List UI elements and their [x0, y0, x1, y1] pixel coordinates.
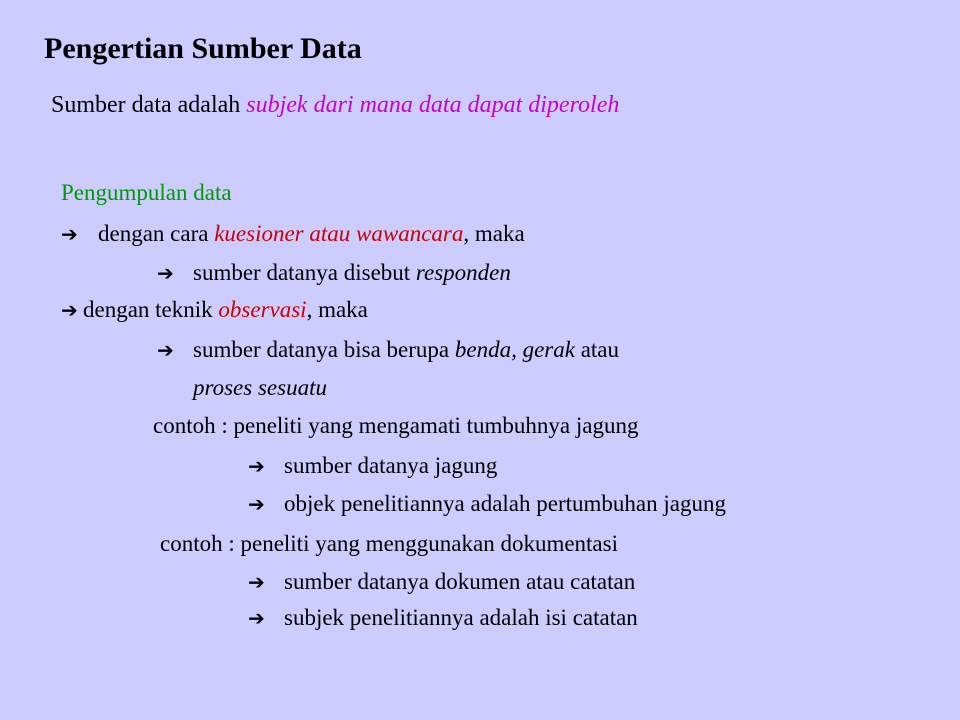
- definition-emphasis: subjek dari mana data dapat diperoleh: [246, 92, 620, 118]
- emphasis-text: benda, gerak: [454, 337, 575, 362]
- arrow-right-icon: ➔: [61, 298, 78, 322]
- emphasis-text: kuesioner atau wawancara: [214, 221, 464, 246]
- text: dengan cara: [98, 221, 215, 246]
- text: , maka: [463, 221, 525, 246]
- text: subjek penelitiannya adalah isi catatan: [284, 605, 638, 630]
- arrow-right-icon: ➔: [157, 338, 174, 362]
- definition-line: [51, 92, 619, 119]
- bullet-kuesioner: [61, 222, 525, 245]
- slide-title: Pengertian Sumber Data: [44, 32, 362, 65]
- text: sumber datanya dokumen atau catatan: [284, 569, 636, 594]
- section-heading: Pengumpulan data: [61, 180, 232, 205]
- bullet-responden: [157, 261, 511, 284]
- text: sumber datanya disebut: [193, 260, 416, 285]
- arrow-right-icon: ➔: [248, 570, 265, 594]
- bullet-jagung-source: [248, 454, 497, 477]
- bullet-dokumen-source: [248, 570, 635, 593]
- arrow-right-icon: ➔: [157, 261, 174, 285]
- text: sumber datanya jagung: [284, 453, 498, 478]
- definition-prefix: Sumber data adalah: [51, 92, 247, 118]
- arrow-right-icon: ➔: [61, 222, 78, 246]
- text: sumber datanya bisa berupa: [193, 337, 455, 362]
- emphasis-text: responden: [415, 260, 511, 285]
- arrow-right-icon: ➔: [248, 606, 265, 630]
- text: objek penelitiannya adalah pertumbuhan jagung: [284, 491, 726, 516]
- emphasis-text: observasi: [218, 297, 307, 322]
- bullet-dokumen-subject: [248, 606, 638, 629]
- example-jagung: contoh : peneliti yang mengamati tumbuhnya jagung: [153, 413, 639, 438]
- bullet-benda: [157, 338, 619, 361]
- arrow-right-icon: ➔: [248, 492, 265, 516]
- emphasis-text: proses sesuatu: [193, 375, 327, 400]
- continuation-line: [193, 376, 327, 399]
- text: atau: [574, 337, 619, 362]
- bullet-observasi: [61, 298, 368, 321]
- example-dokumentasi: contoh : peneliti yang menggunakan dokumentasi: [160, 531, 618, 556]
- text: dengan teknik: [83, 297, 219, 322]
- bullet-jagung-object: [248, 492, 726, 515]
- text: , maka: [306, 297, 368, 322]
- arrow-right-icon: ➔: [248, 454, 265, 478]
